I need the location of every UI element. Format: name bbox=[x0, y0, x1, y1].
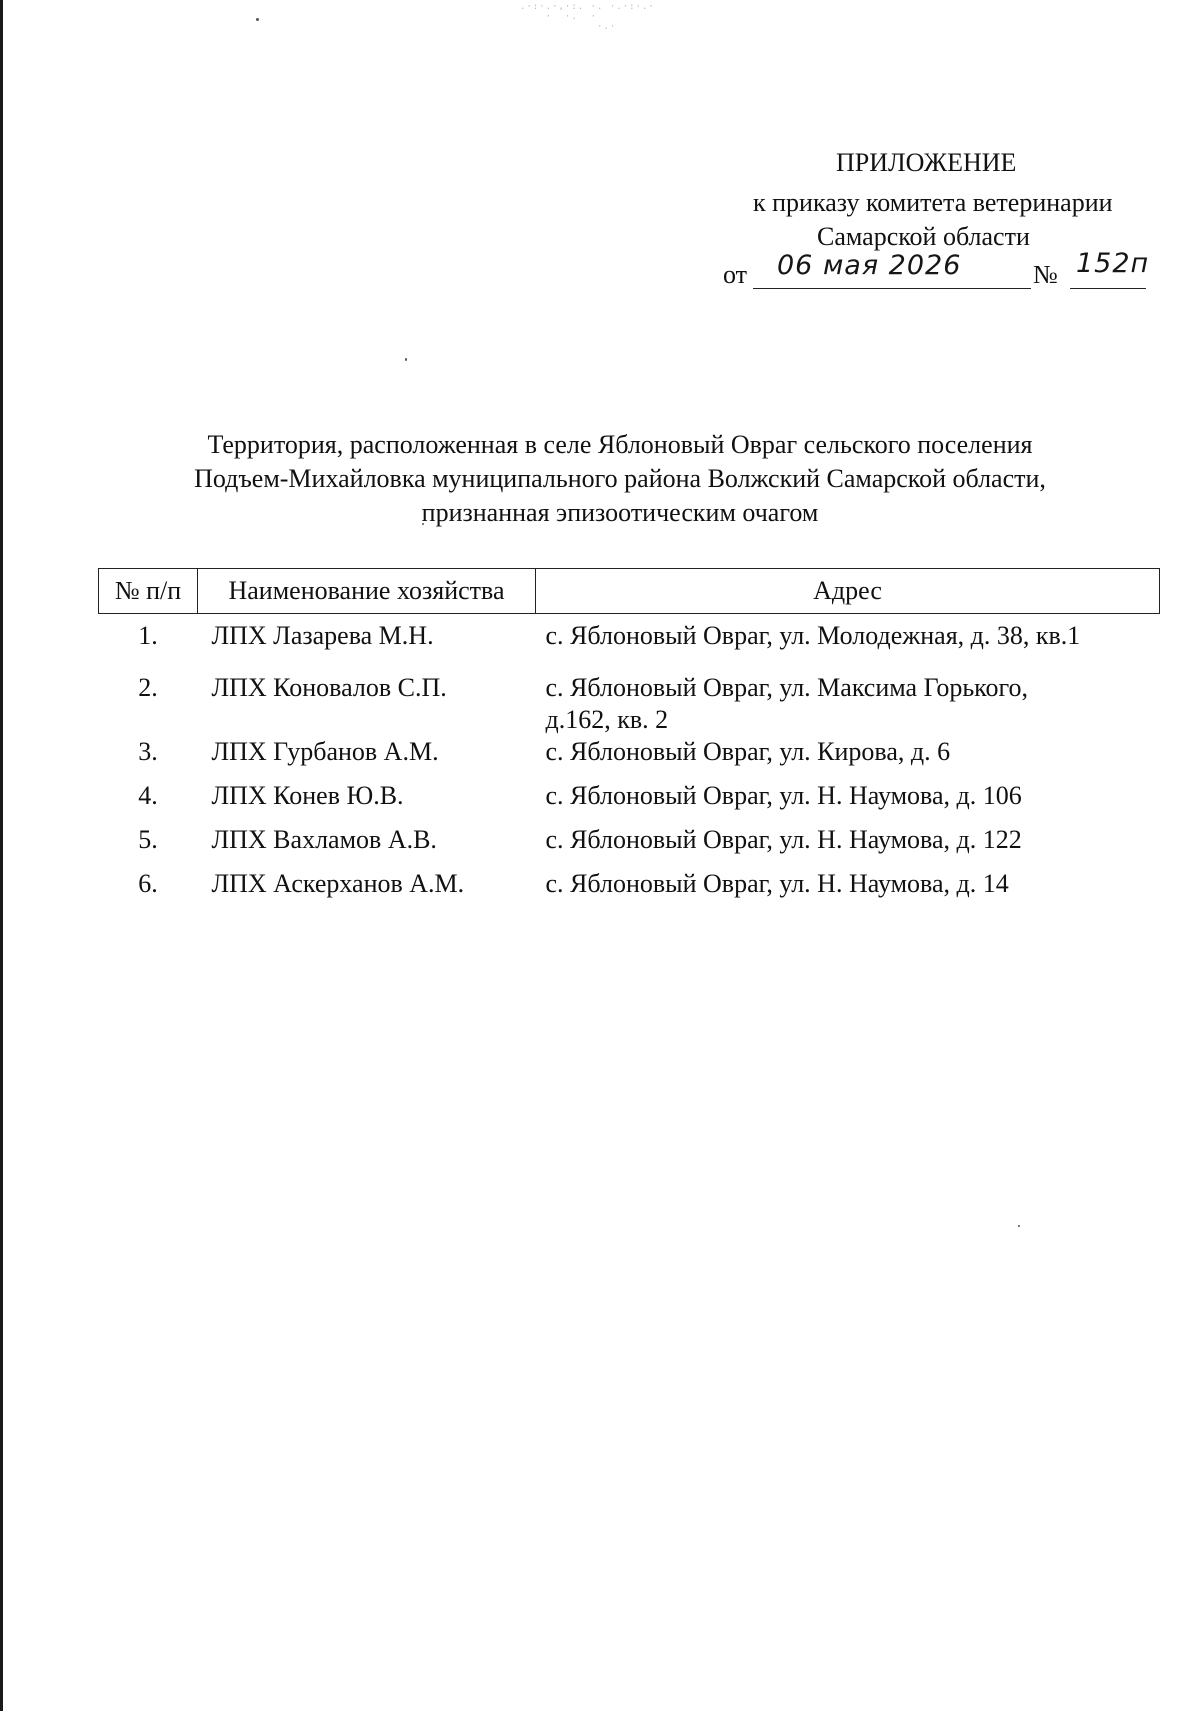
scan-speck bbox=[1018, 1225, 1020, 1227]
table-row bbox=[99, 736, 1160, 780]
date-prefix: от bbox=[723, 260, 748, 289]
handwritten-number: 152п bbox=[1076, 248, 1150, 279]
document-heading bbox=[120, 428, 1120, 530]
appendix-region-line: Самарской области bbox=[817, 222, 1030, 251]
table-header-row bbox=[99, 569, 1160, 614]
appendix-title: ПРИЛОЖЕНИЕ bbox=[836, 148, 1017, 177]
number-prefix: № bbox=[1033, 260, 1058, 289]
row-farm-name: ЛПХ Конев Ю.В. bbox=[211, 781, 404, 810]
table-row bbox=[99, 660, 1160, 736]
row-address: с. Яблоновый Овраг, ул. Кирова, д. 6 bbox=[545, 737, 951, 766]
row-farm-name: ЛПХ Лазарева М.Н. bbox=[211, 621, 434, 650]
table-row bbox=[99, 614, 1160, 661]
scan-speck bbox=[256, 18, 259, 21]
table-row bbox=[99, 780, 1160, 824]
row-address: с. Яблоновый Овраг, ул. Н. Наумова, д. 14 bbox=[545, 869, 1009, 898]
row-number: 6. bbox=[138, 869, 158, 898]
scan-speck bbox=[405, 358, 407, 361]
handwritten-date: 06 мая 2026 bbox=[777, 250, 962, 281]
order-date-row bbox=[723, 248, 1153, 292]
number-field bbox=[1070, 248, 1150, 289]
row-number: 4. bbox=[138, 781, 158, 810]
row-farm-name: ЛПХ Гурбанов А.М. bbox=[211, 737, 439, 766]
scan-left-edge bbox=[0, 0, 3, 1711]
farms-table bbox=[98, 568, 1160, 912]
column-header-address: Адрес bbox=[536, 569, 1160, 614]
row-number: 1. bbox=[138, 621, 158, 650]
table-row bbox=[99, 824, 1160, 868]
row-farm-name: ЛПХ Коновалов С.П. bbox=[211, 673, 447, 702]
row-address: с. Яблоновый Овраг, ул. Молодежная, д. 38, кв.1 bbox=[545, 621, 1081, 650]
heading-line-2: Подъем-Михайловка муниципального района Волжский Самарской области, bbox=[194, 464, 1046, 493]
row-number: 3. bbox=[138, 737, 158, 766]
row-address: с. Яблоновый Овраг, ул. Н. Наумова, д. 122 bbox=[545, 825, 1022, 854]
column-header-number: № п/п bbox=[99, 569, 198, 614]
heading-line-1: Территория, расположенная в селе Яблоновый Овраг сельского поселения bbox=[207, 430, 1033, 459]
row-number: 5. bbox=[138, 825, 158, 854]
row-farm-name: ЛПХ Аскерханов А.М. bbox=[211, 869, 465, 898]
heading-line-3: признанная эпизоотическим очагом bbox=[421, 498, 819, 527]
scan-noise: .·:·.·‚·:. ·. ·.·:·.· · ·. · ·.· bbox=[520, 2, 655, 32]
row-number: 2. bbox=[138, 673, 158, 702]
row-farm-name: ЛПХ Вахламов А.В. bbox=[211, 825, 437, 854]
column-header-name: Наименование хозяйства bbox=[198, 569, 536, 614]
date-field bbox=[753, 250, 1031, 289]
table-row bbox=[99, 868, 1160, 912]
row-address: с. Яблоновый Овраг, ул. Н. Наумова, д. 106 bbox=[545, 781, 1022, 810]
row-address: с. Яблоновый Овраг, ул. Максима Горького, д.162, кв. 2 bbox=[545, 673, 1029, 734]
appendix-order-line: к приказу комитета ветеринарии bbox=[753, 188, 1113, 217]
